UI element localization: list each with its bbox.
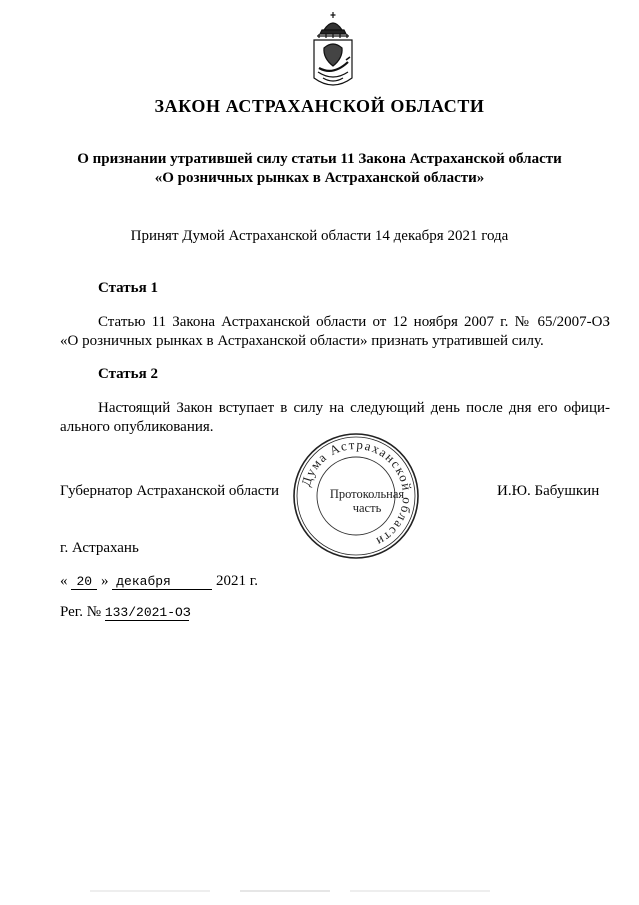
date-day: 20: [71, 575, 97, 590]
article-1-text: [60, 313, 610, 351]
law-subject-line-2: «О розничных рынках в Астраханской области»: [154, 170, 485, 186]
adoption-note: Принят Думой Астраханской области 14 декабря 2021 года: [130, 228, 509, 244]
article-1-line-2: «О розничных рынках в Астраханской области» признать утратившей силу.: [60, 333, 544, 349]
law-subject-line-1: О признании утратившей силу статьи 11 Закона Астраханской области: [77, 151, 562, 167]
date-open-quote: «: [60, 573, 68, 589]
article-2-line-1: Настоящий Закон вступает в силу на следующий день после дня его офици-: [98, 400, 610, 416]
signing-date: [60, 573, 258, 590]
governor-title: Губернатор Астраханской области: [60, 483, 280, 499]
document-title: ЗАКОН АСТРАХАНСКОЙ ОБЛАСТИ: [154, 96, 485, 116]
article-1-line-1: Статью 11 Закона Астраханской области от 12 ноября 2007 г. № 65/2007-ОЗ: [98, 314, 610, 330]
coat-of-arms-emblem: [302, 10, 364, 90]
article-2-heading: Статья 2: [98, 366, 158, 382]
stamp-center-line-2: часть: [352, 501, 382, 515]
date-month: декабря: [112, 575, 212, 590]
registration-number: [60, 604, 189, 621]
article-2-line-2: ального опубликования.: [60, 419, 214, 435]
registration-value: 133/2021-ОЗ: [104, 605, 191, 620]
article-1-heading: Статья 1: [98, 280, 158, 296]
governor-name: И.Ю. Бабушкин: [497, 483, 600, 499]
stamp-ring-text: Дума Астраханской области: [298, 436, 416, 551]
registration-label: Рег. №: [60, 604, 102, 620]
scan-noise-icon: [90, 886, 550, 896]
scan-artifact: [90, 884, 550, 894]
astrakhan-coat-of-arms-icon: [302, 10, 364, 90]
date-year: 2021 г.: [216, 573, 258, 589]
date-close-quote: »: [101, 573, 109, 589]
law-subject: [0, 150, 639, 188]
stamp-center-line-1: Протокольная: [329, 487, 405, 501]
place-of-signing: г. Астрахань: [60, 540, 139, 556]
stamp-center-text: [322, 487, 412, 515]
